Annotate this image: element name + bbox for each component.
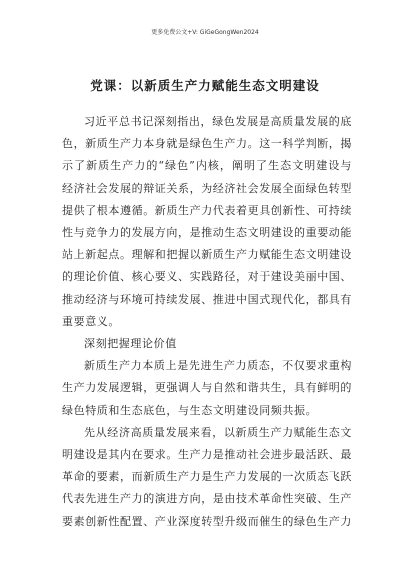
section-heading: 深刻把握理论价值 [84, 337, 177, 351]
paragraph-intro: 习近平总书记深刻指出，绿色发展是高质量发展的底色，新质生产力本身就是绿色生产力。这一科学判断，揭示了新质生产力的“绿色”内核，阐明了生态文明建设与经济社会发展的辩证关系，为经济社会发展全面绿色转型提供了根本遵循。新质生产力代表着更具创新性、可持续性与竞争力的发展方向，是推动生态文明建设的重要动能站上新起点。理解和把握以新质生产力赋能生态文明建设的理论价值、核心要义、实践路径，对于建设美丽中国、推动经济与环境可持续发展、推进中国式现代化，都具有重要意义。 [62, 115, 352, 328]
document-body [62, 111, 352, 533]
document-title: 党课：以新质生产力赋能生态文明建设 [90, 78, 320, 93]
header-note: 更多免费公文+V: GiGeGongWen2024 [151, 29, 259, 36]
paragraph: 先从经济高质量发展来看，以新质生产力赋能生态文明建设是其内在要求。生产力是推动社会进步最活跃、最革命的要素，而新质生产力是生产力发展的一次质态飞跃代表先进生产力的演进方向，是由技术革命性突破、生产要素创新性配置、产业深度转型升级而催生的绿色生产力 [62, 425, 352, 528]
paragraph: 新质生产力本质上是先进生产力质态，不仅要求重构生产力发展逻辑，更强调人与自然和谐共生，具有鲜明的绿色特质和生态底色，与生态文明建设同频共振。 [62, 359, 352, 417]
